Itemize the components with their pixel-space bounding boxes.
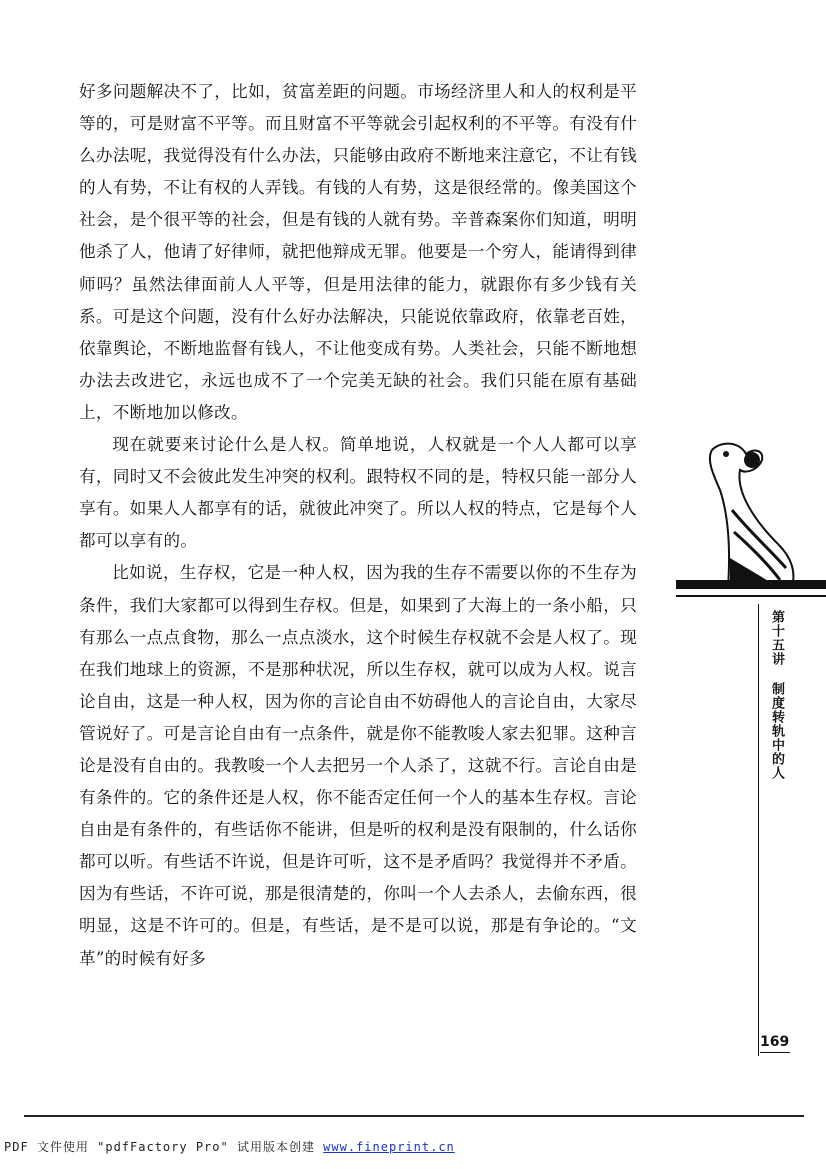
page-body xyxy=(79,76,637,975)
footer-rule xyxy=(24,1115,804,1117)
footer-link[interactable]: www.fineprint.cn xyxy=(323,1140,455,1154)
paragraph-1: 好多问题解决不了，比如，贫富差距的问题。市场经济里人和人的权利是平等的，可是财富不平等。而且财富不平等就会引起权利的不平等。有没有什么办法呢，我觉得没有什么办法，只能够由政府不断地来注意它，不让有钱的人有势，不让有权的人弄钱。有钱的人有势，这是很经常的。像美国这个社会，是个很平等的社会，但是有钱的人就有势。辛普森案你们知道，明明他杀了人，他请了好律师，就把他辩成无罪。他要是一个穷人，能请得到律师吗？虽然法律面前人人平等，但是用法律的能力，就跟你有多少钱有关系。可是这个问题，没有什么好办法解决，只能说依靠政府，依靠老百姓，依靠舆论，不断地监督有钱人，不让他变成有势。人类社会，只能不断地想办法去改进它，永远也成不了一个完美无缺的社会。我们只能在原有基础上，不断地加以修改。 xyxy=(79,82,637,422)
sidebar-rule-thin xyxy=(676,595,826,597)
page-number: 169 xyxy=(760,1034,790,1050)
sidebar-rule-thick xyxy=(676,580,826,589)
bird-ornament-icon xyxy=(700,440,800,590)
paragraph-3: 比如说，生存权，它是一种人权，因为我的生存不需要以你的不生存为条件，我们大家都可以得到生存权。但是，如果到了大海上的一条小船，只有那么一点点食物，那么一点点淡水，这个时候生存权就不会是人权了。现在我们地球上的资源，不是那种状况，所以生存权，就可以成为人权。说言论自由，这是一种人权，因为你的言论自由不妨碍他人的言论自由，大家尽管说好了。可是言论自由有一点条件，就是你不能教唆人家去犯罪。这种言论是没有自由的。我教唆一个人去把另一个人杀了，这就不行。言论自由是有条件的。它的条件还是人权，你不能否定任何一个人的基本生存权。言论自由是有条件的，有些话你不能讲，但是听的权利是没有限制的，什么话你都可以听。有些话不许说，但是许可听，这不是矛盾吗？我觉得并不矛盾。因为有些话，不许可说，那是很清楚的，你叫一个人去杀人，去偷东西，很明显，这是不许可的。但是，有些话，是不是可以说，那是有争论的。“文革”的时候有好多 xyxy=(79,563,637,968)
paragraph-2: 现在就要来讨论什么是人权。简单地说，人权就是一个人人都可以享有，同时又不会彼此发生冲突的权利。跟特权不同的是，特权只能一部分人享有。如果人人都享有的话，就彼此冲突了。所以人权的特点，它是每个人都可以享有的。 xyxy=(79,435,637,551)
chapter-label: 第十五讲 制度转轨中的人 xyxy=(769,610,784,780)
footer-text: PDF 文件使用 "pdfFactory Pro" 试用版本创建 xyxy=(4,1140,324,1154)
footer xyxy=(4,1138,455,1155)
page-number-underline xyxy=(760,1052,790,1053)
chapter-divider xyxy=(758,604,759,1056)
